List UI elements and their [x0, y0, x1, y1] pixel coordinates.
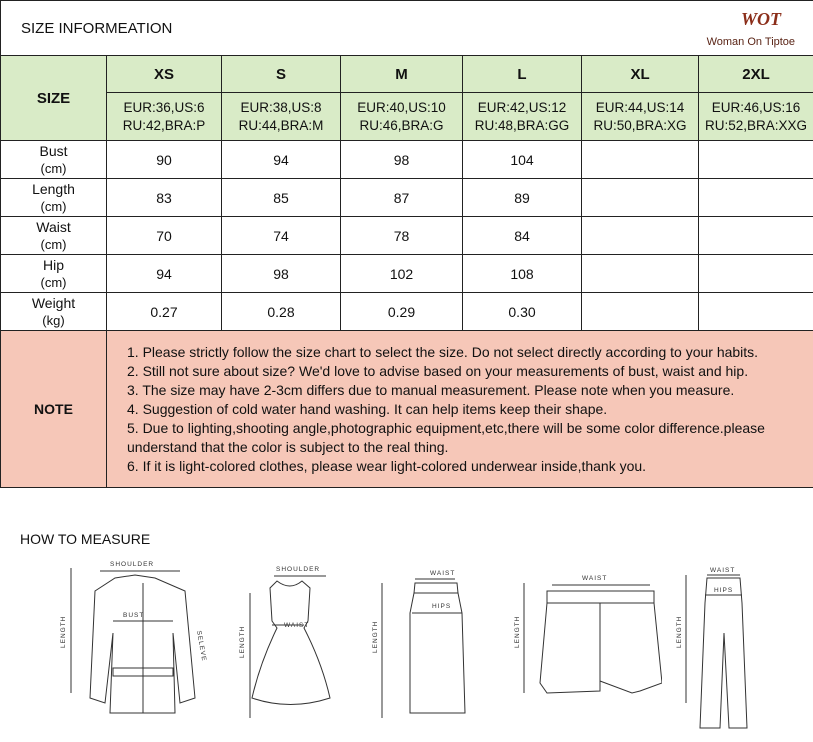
size-conversion [582, 93, 699, 141]
note-item: 6. If it is light-colored clothes, please wear light-colored underwear inside,thank you. [127, 457, 647, 474]
page-title: SIZE INFORMEATION [1, 1, 582, 56]
size-conversion [699, 93, 813, 141]
size-name: M [341, 56, 463, 93]
svg-text:SHOULDER: SHOULDER [276, 566, 321, 573]
logo-text: Woman On Tiptoe [706, 35, 796, 48]
conversion-eur-us: EUR:36,US:6 [123, 99, 205, 115]
table-row [1, 179, 813, 217]
conversion-ru-bra: RU:50,BRA:XG [593, 117, 687, 133]
table-cell [582, 255, 699, 293]
measure-name: Weight [31, 294, 76, 311]
svg-text:LENGTH: LENGTH [372, 620, 379, 653]
table-cell: 104 [463, 141, 582, 179]
table-cell: 0.28 [222, 293, 341, 331]
table-cell [699, 255, 813, 293]
size-conversion [463, 93, 582, 141]
measure-unit: (cm) [40, 274, 67, 290]
row-label [1, 255, 107, 293]
table-cell: 0.27 [107, 293, 222, 331]
table-cell: 0.29 [341, 293, 463, 331]
svg-text:WAIST: WAIST [284, 622, 310, 629]
note-item: 3. The size may have 2-3cm differs due to manual measurement. Please note when you measure. [127, 381, 735, 398]
table-cell [582, 217, 699, 255]
conversion-ru-bra: RU:42,BRA:P [122, 117, 206, 133]
conversion-ru-bra: RU:46,BRA:G [359, 117, 444, 133]
size-name: S [222, 56, 341, 93]
dress-measure-diagram [232, 553, 332, 738]
note-item: 4. Suggestion of cold water hand washing. It can help items keep their shape. [127, 400, 608, 417]
table-cell: 94 [222, 141, 341, 179]
row-label [1, 141, 107, 179]
svg-text:WAIST: WAIST [710, 567, 736, 574]
svg-text:SELEVE: SELEVE [195, 630, 208, 663]
size-label: SIZE [1, 56, 107, 141]
measure-name: Bust [39, 142, 68, 159]
table-cell [582, 293, 699, 331]
note-item: 5. Due to lighting,shooting angle,photographic equipment,etc,there will be some color difference.please understand that the color is subject to the real thing. [127, 419, 765, 455]
table-row [1, 141, 813, 179]
note-item: 2. Still not sure about size? We'd love to advise based on your measurements of bust, waist and hip. [127, 362, 749, 379]
table-cell: 78 [341, 217, 463, 255]
table-cell: 90 [107, 141, 222, 179]
size-conversion [222, 93, 341, 141]
size-conversion [107, 93, 222, 141]
measure-name: Hip [42, 256, 64, 273]
svg-text:LENGTH: LENGTH [676, 615, 683, 648]
svg-text:LENGTH: LENGTH [60, 615, 67, 648]
row-label [1, 293, 107, 331]
conversion-ru-bra: RU:48,BRA:GG [474, 117, 570, 133]
svg-text:WAIST: WAIST [430, 570, 456, 577]
table-cell [582, 141, 699, 179]
table-cell [699, 179, 813, 217]
row-label [1, 179, 107, 217]
conversion-eur-us: EUR:46,US:16 [711, 99, 801, 115]
table-cell: 98 [222, 255, 341, 293]
table-cell: 84 [463, 217, 582, 255]
row-label [1, 217, 107, 255]
svg-text:HIPS: HIPS [432, 603, 452, 610]
table-cell: 102 [341, 255, 463, 293]
conversion-ru-bra: RU:52,BRA:XXG [705, 117, 808, 133]
pants-measure-diagram [672, 553, 772, 738]
table-cell: 83 [107, 179, 222, 217]
table-cell [699, 141, 813, 179]
table-cell: 94 [107, 255, 222, 293]
skirt-measure-diagram [370, 553, 470, 738]
note-item: 1. Please strictly follow the size chart to select the size. Do not select directly according to your habits. [127, 343, 759, 360]
table-row [1, 217, 813, 255]
table-cell [699, 293, 813, 331]
table-cell: 74 [222, 217, 341, 255]
table-cell: 0.30 [463, 293, 582, 331]
table-cell: 89 [463, 179, 582, 217]
svg-text:WAIST: WAIST [582, 575, 608, 582]
measure-unit: (kg) [42, 312, 65, 328]
svg-text:BUST: BUST [123, 612, 145, 619]
svg-text:LENGTH: LENGTH [514, 615, 521, 648]
conversion-eur-us: EUR:38,US:8 [240, 99, 322, 115]
measure-unit: (cm) [40, 236, 67, 252]
note-label: NOTE [1, 331, 107, 488]
conversion-eur-us: EUR:40,US:10 [357, 99, 446, 115]
measure-unit: (cm) [40, 198, 67, 214]
conversion-eur-us: EUR:42,US:12 [477, 99, 567, 115]
conversion-ru-bra: RU:44,BRA:M [238, 117, 324, 133]
measure-unit: (cm) [40, 160, 67, 176]
size-name: XL [582, 56, 699, 93]
table-cell: 87 [341, 179, 463, 217]
conversion-eur-us: EUR:44,US:14 [595, 99, 685, 115]
size-name: XS [107, 56, 222, 93]
svg-text:SHOULDER: SHOULDER [110, 561, 155, 568]
table-cell: 108 [463, 255, 582, 293]
svg-text:HIPS: HIPS [714, 587, 734, 594]
table-cell [699, 217, 813, 255]
measure-name: Length [32, 180, 75, 197]
size-name: L [463, 56, 582, 93]
jacket-measure-diagram [55, 553, 215, 738]
table-cell: 98 [341, 141, 463, 179]
table-row [1, 255, 813, 293]
table-cell [582, 179, 699, 217]
logo-mark: WOT [741, 8, 782, 29]
size-name: 2XL [699, 56, 813, 93]
how-to-measure-title: HOW TO MEASURE [20, 531, 151, 547]
table-cell: 85 [222, 179, 341, 217]
table-row [1, 293, 813, 331]
measure-name: Waist [36, 218, 71, 235]
table-cell: 70 [107, 217, 222, 255]
svg-text:LENGTH: LENGTH [239, 625, 246, 658]
brand-logo [582, 1, 813, 56]
size-conversion [341, 93, 463, 141]
shorts-measure-diagram [512, 553, 662, 738]
notes-list [107, 331, 813, 488]
